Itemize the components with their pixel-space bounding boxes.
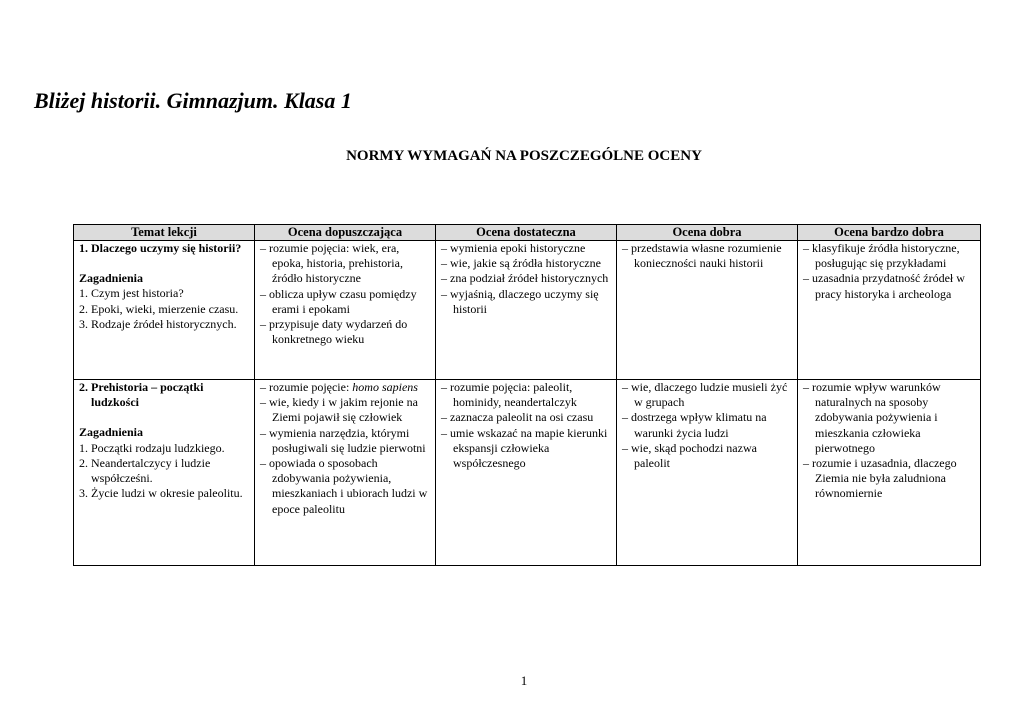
requirement-item: – zaznacza paleolit na osi czasu	[441, 410, 594, 425]
topic-title: 2. Prehistoria – początki ludzkości	[79, 380, 204, 410]
issue-item: 2. Epoki, wieki, mierzenie czasu.	[79, 301, 239, 316]
header-ocena-dostateczna: Ocena dostateczna	[436, 225, 617, 241]
header-ocena-bardzo-dobra: Ocena bardzo dobra	[798, 225, 981, 241]
requirement-item: – wymienia narzędzia, którymi posługiwali się ludzie pierwotni	[260, 425, 426, 455]
requirement-term-italic: homo sapiens	[352, 380, 418, 394]
requirement-item	[260, 380, 432, 395]
document-subtitle: NORMY WYMAGAŃ NA POSZCZEGÓLNE OCENY	[346, 148, 702, 164]
page-number: 1	[520, 673, 528, 688]
dobra-cell	[617, 241, 798, 380]
bardzo-dobra-cell	[798, 380, 981, 566]
issue-item: 3. Życie ludzi w okresie paleolitu.	[79, 486, 243, 501]
requirement-item: – przypisuje daty wydarzeń do konkretnego wieku	[260, 317, 408, 347]
requirement-prefix: – rozumie pojęcie:	[260, 380, 353, 394]
requirement-item: – klasyfikuje źródła historyczne, posługując się przykładami	[803, 241, 960, 271]
dostateczna-cell	[436, 241, 617, 380]
table-header-row	[74, 225, 981, 241]
table-row	[74, 241, 981, 380]
topic-cell	[74, 380, 255, 566]
requirement-item: – rozumie wpływ warunków naturalnych na sposoby zdobywania pożywienia i mieszkania człowieka pierwotnego	[803, 380, 941, 455]
issue-item: 1. Czym jest historia?	[79, 286, 184, 301]
issue-item: 3. Rodzaje źródeł historycznych.	[79, 316, 237, 331]
requirement-item: – oblicza upływ czasu pomiędzy erami i epokami	[260, 286, 417, 316]
requirement-item: – wie, kiedy i w jakim rejonie na Ziemi pojawił się człowiek	[260, 395, 418, 425]
requirement-item: – przedstawia własne rozumienie konieczności nauki historii	[622, 241, 782, 271]
table-row	[74, 380, 981, 566]
issues-heading: Zagadnienia	[79, 271, 144, 286]
requirement-item: – zna podział źródeł historycznych	[441, 271, 609, 286]
requirement-item: – wie, skąd pochodzi nazwa paleolit	[622, 440, 757, 471]
header-temat-lekcji: Temat lekcji	[74, 225, 255, 241]
header-ocena-dopuszczajaca: Ocena dopuszczająca	[255, 225, 436, 241]
requirement-item: – umie wskazać na mapie kierunki ekspansji człowieka współczesnego	[441, 425, 608, 471]
requirement-item: – uzasadnia przydatność źródeł w pracy historyka i archeologa	[803, 271, 965, 301]
header-ocena-dobra: Ocena dobra	[617, 225, 798, 241]
requirement-item: – rozumie pojęcia: wiek, era, epoka, historia, prehistoria, źródło historyczne	[260, 241, 403, 286]
requirement-item: – rozumie i uzasadnia, dlaczego Ziemia nie była zaludniona równomiernie	[803, 456, 957, 501]
topic-cell	[74, 241, 255, 380]
requirement-item: – dostrzega wpływ klimatu na warunki życia ludzi	[622, 410, 767, 440]
requirement-item: – wyjaśnią, dlaczego uczymy się historii	[441, 286, 599, 316]
requirement-item: – wie, jakie są źródła historyczne	[441, 256, 601, 271]
bardzo-dobra-cell	[798, 241, 981, 380]
document-title: Bliżej historii. Gimnazjum. Klasa 1	[34, 88, 352, 113]
requirement-item: – rozumie pojęcia: paleolit, hominidy, neandertalczyk	[441, 380, 577, 410]
issue-item: 1. Początki rodzaju ludzkiego.	[79, 440, 225, 455]
requirement-item: – opowiada o sposobach zdobywania pożywienia, mieszkaniach i ubiorach ludzi w epoce paleolitu	[260, 456, 428, 516]
issue-item: 2. Neandertalczycy i ludzie współcześni.	[79, 455, 211, 486]
topic-title: 1. Dlaczego uczymy się historii?	[79, 241, 242, 255]
dopuszczajaca-cell	[255, 380, 436, 566]
dobra-cell	[617, 380, 798, 566]
requirement-item: – wymienia epoki historyczne	[441, 241, 586, 255]
requirement-item: – wie, dlaczego ludzie musieli żyć w grupach	[622, 380, 788, 410]
dopuszczajaca-cell	[255, 241, 436, 380]
requirements-table	[73, 224, 981, 566]
dostateczna-cell	[436, 380, 617, 566]
issues-heading: Zagadnienia	[79, 425, 144, 440]
